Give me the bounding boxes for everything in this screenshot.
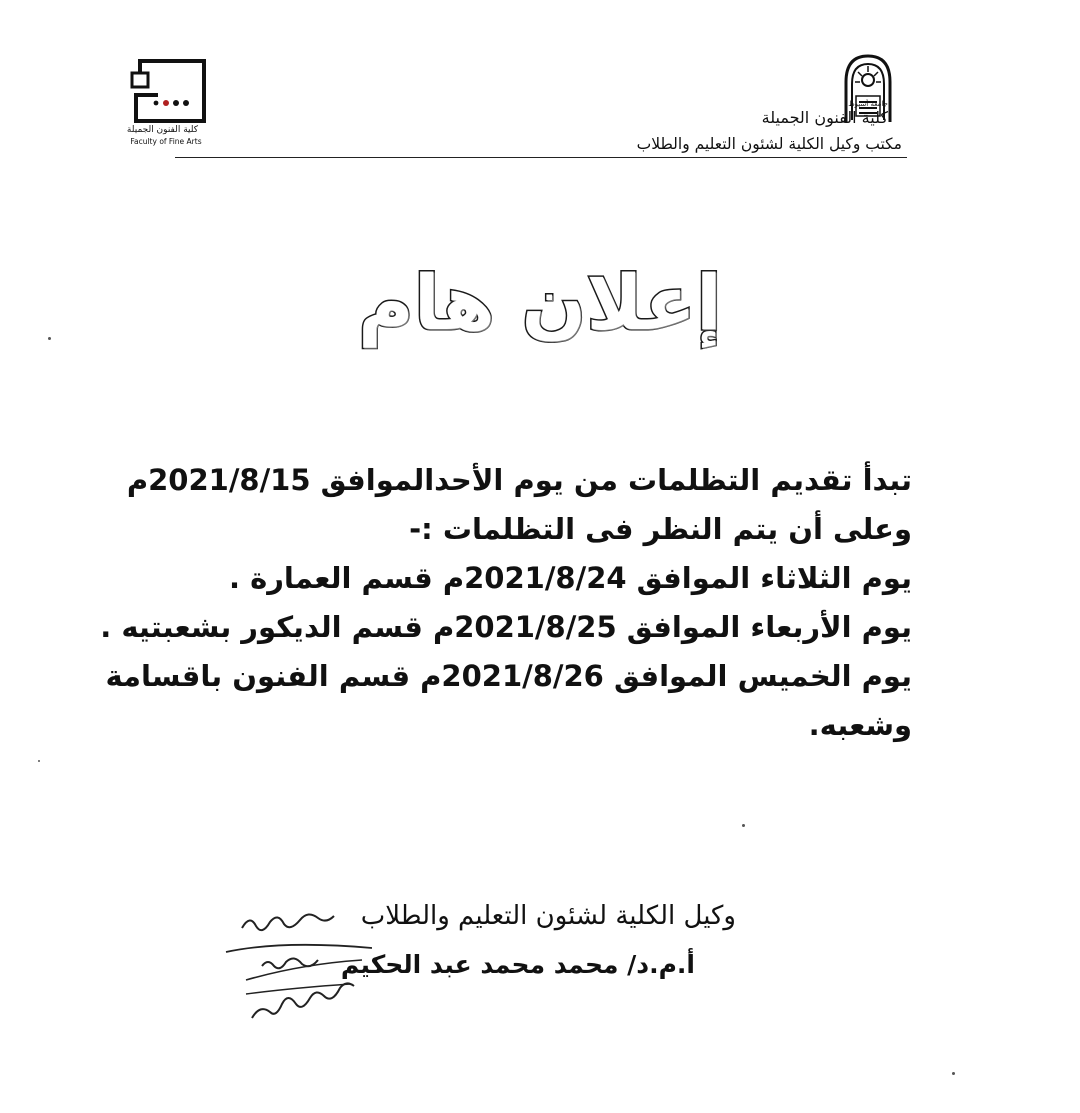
announcement-title: إعلان هام	[358, 258, 722, 347]
body-line: يوم الثلاثاء الموافق 2021/8/24م قسم العمارة .	[228, 561, 912, 595]
announcement-body	[100, 456, 912, 750]
seal-text: جامعة أسيوط	[848, 100, 888, 108]
scan-speck	[742, 824, 745, 827]
fine-arts-logo	[126, 55, 208, 125]
body-line: وعلى أن يتم النظر فى التظلمات :-	[409, 512, 912, 546]
body-line: يوم الخميس الموافق 2021/8/26م قسم الفنون باقسامة	[105, 659, 912, 693]
logo-arabic-caption: كلية الفنون الجميلة	[126, 125, 198, 135]
handwritten-signature	[222, 900, 372, 1030]
body-line: يوم الأربعاء الموافق 2021/8/25م قسم الديكور بشعبتيه .	[100, 610, 912, 644]
signatory-title: وكيل الكلية لشئون التعليم والطلاب	[360, 901, 736, 931]
signatory-name: أ.م.د/ محمد محمد عبد الحكيم	[340, 950, 695, 979]
header-divider	[175, 157, 907, 158]
scan-speck	[38, 760, 40, 762]
logo-english-caption: Faculty of Fine Arts	[130, 137, 202, 146]
body-line: تبدأ تقديم التظلمات من يوم الأحدالموافق 2021/8/15م	[126, 463, 912, 497]
scan-speck	[48, 337, 51, 340]
body-line: وشعبه.	[808, 708, 912, 742]
faculty-name: كلية الفنون الجميلة	[761, 108, 888, 127]
scan-speck	[952, 1072, 955, 1075]
office-name: مكتب وكيل الكلية لشئون التعليم والطلاب	[636, 135, 902, 153]
